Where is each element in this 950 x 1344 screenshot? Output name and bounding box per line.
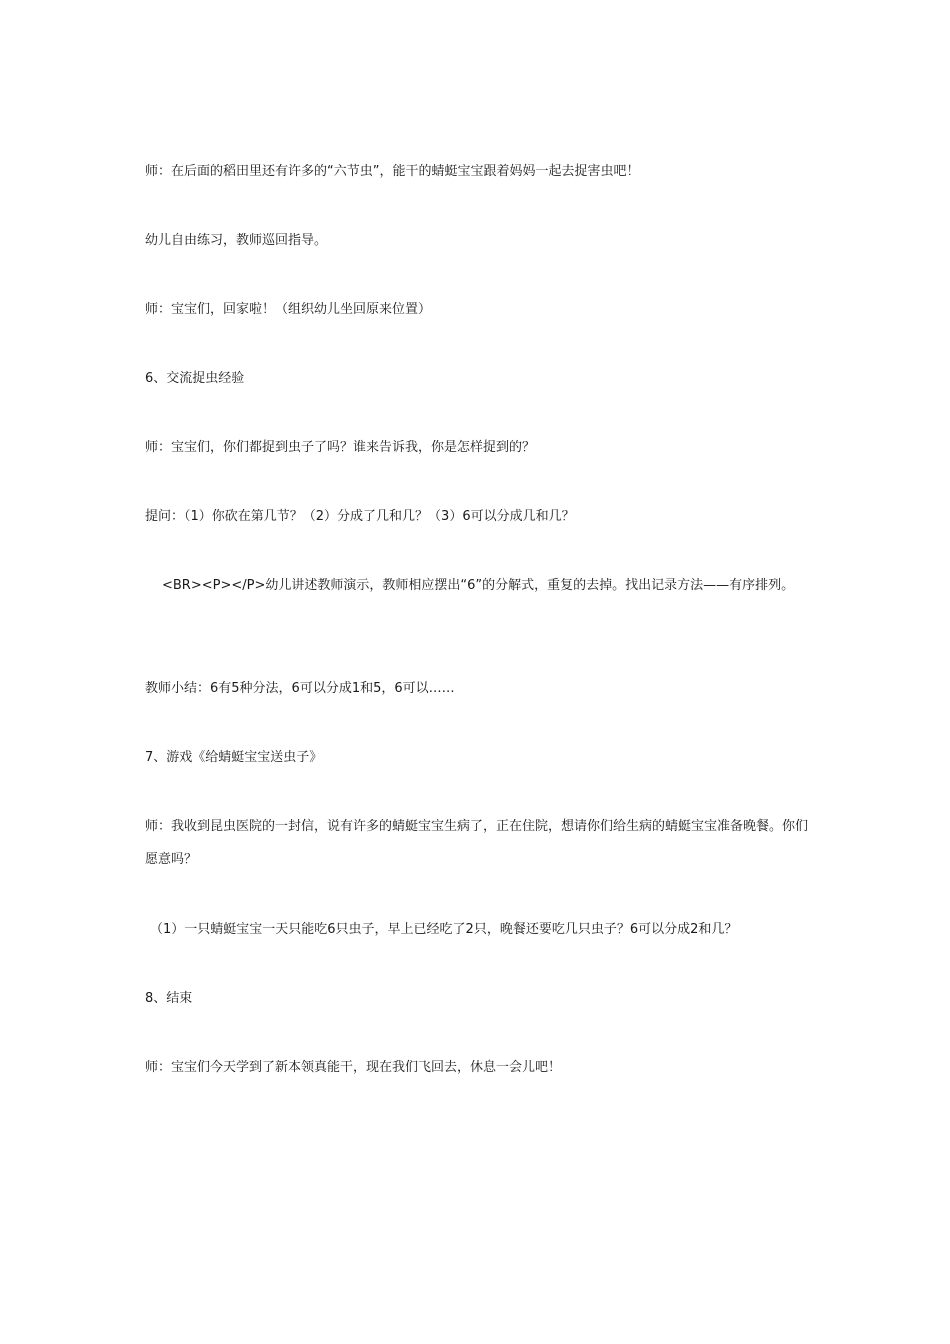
paragraph-go-home: 师：宝宝们，回家啦！（组织幼儿坐回原来位置） [145,302,432,317]
heading-section-7: 7、游戏《给蜻蜓宝宝送虫子》 [145,750,323,765]
paragraph-free-practice: 幼儿自由练习，教师巡回指导。 [145,233,328,248]
paragraph-catch-pests: 师：在后面的稻田里还有许多的“六节虫”，能干的蜻蜓宝宝跟着妈妈一起去捉害虫吧！ [145,164,640,179]
heading-section-8: 8、结束 [145,991,193,1006]
paragraph-closing: 师：宝宝们今天学到了新本领真能干，现在我们飞回去，休息一会儿吧！ [145,1060,562,1075]
paragraph-questions: 提问：（1）你砍在第几节？（2）分成了几和几？（3）6可以分成几和几？ [145,509,575,524]
paragraph-did-you-catch: 师：宝宝们，你们都捉到虫子了吗？谁来告诉我，你是怎样捉到的？ [145,440,536,455]
heading-section-6: 6、交流捉虫经验 [145,371,245,386]
paragraph-summary: 教师小结：6有5种分法，6可以分成1和5，6可以…… [145,681,455,696]
paragraph-letter: 师：我收到昆虫医院的一封信，说有许多的蜻蜓宝宝生病了，正在住院，想请你们给生病的蜻蜓宝宝准备晚餐。你们愿意吗？ [145,819,809,867]
paragraph-question-1: （1）一只蜻蜓宝宝一天只能吃6只虫子，早上已经吃了2只，晚餐还要吃几只虫子？6可以分成2和几？ [150,922,738,937]
paragraph-demonstration: <BR><P></P>幼儿讲述教师演示，教师相应摆出“6”的分解式，重复的去掉。找出记录方法——有序排列。 [162,578,795,593]
